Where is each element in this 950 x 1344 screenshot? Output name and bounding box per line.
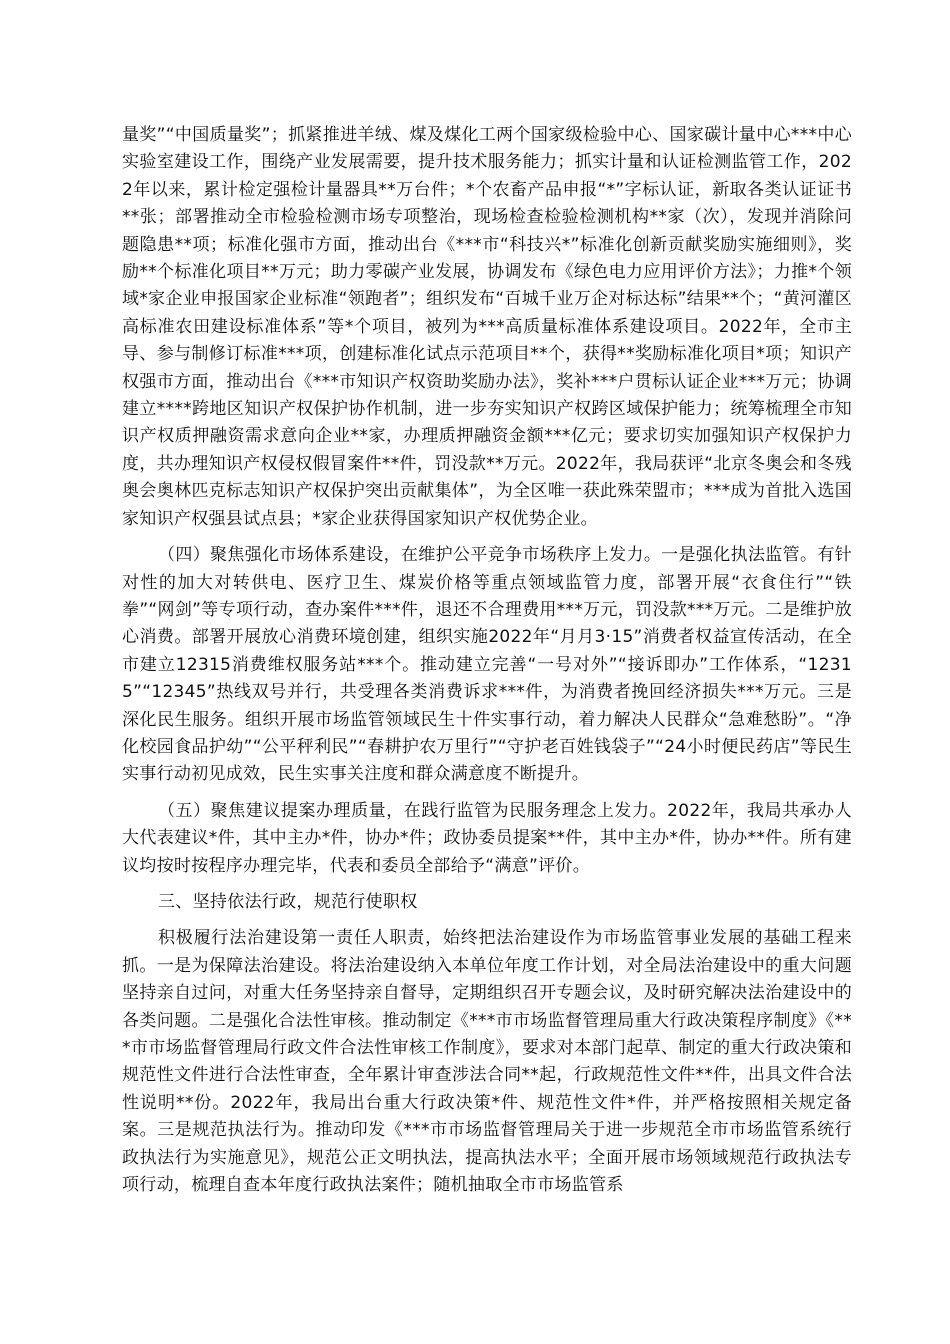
section-heading-rule-of-law: 三、坚持依法行政，规范行使职权 [158,891,418,912]
paragraph-rule-of-law: 积极履行法治建设第一责任人职责，始终把法治建设作为市场监管事业发展的基础工程来抓。一是为保障法治建设。将法治建设纳入本单位年度工作计划，对全局法治建设中的重大问题坚持亲自过问，对重大任务坚持亲自督导，定期组织召开专题会议，及时研究解决法治建设中的各类问题。二是强化合法性审核。推动制定《***市市场监督管理局重大行政决策程序制度》《***市市场监督管理局行政文件合法性审核工作制度》，要求对本部门起草、制定的重大行政决策和规范性文件进行合法性审查，全年累计审查涉法合同**起，行政规范性文件**件，出具文件合法性说明**份。2022年，我局出台重大行政决策*件、规范性文件*件，并严格按照相关规定备案。三是规范执法行为。推动印发《***市市场监督管理局关于进一步规范全市市场监管系统行政执法行为实施意见》，规范公正文明执法，提高执法水平；全面开展市场领域规范行政执法专项行动，梳理自查本年度行政执法案件；随机抽取全市市场监管系 [122,928,852,1196]
paragraph-market-system: （四）聚焦强化市场体系建设，在维护公平竞争市场秩序上发力。一是强化执法监管。有针对性的加大对转供电、医疗卫生、煤炭价格等重点领域监管力度，部署开展“衣食住行”“铁拳”“网剑”等专项行动，查办案件***件，退还不合理费用***万元，罚没款***万元。二是维护放心消费。部署开展放心消费环境创建，组织实施2022年“月月3·15”消费者权益宣传活动，在全市建立12315消费维权服务站***个。推动建立完善“一号对外”“接诉即办”工作体系，“12315”“12345”热线双号并行，共受理各类消费诉求***件，为消费者挽回经济损失***万元。三是深化民生服务。组织开展市场监管领域民生十件实事行动，着力解决人民群众“急难愁盼”。“净化校园食品护幼”“公平秤利民”“春耕护农万里行”“守护老百姓钱袋子”“24小时便民药店”等民生实事行动初见成效，民生实事关注度和群众满意度不断提升。 [122,545,852,785]
paragraph-quality-standards-ip: 量奖”“中国质量奖”；抓紧推进羊绒、煤及煤化工两个国家级检验中心、国家碳计量中心***中心实验室建设工作，围绕产业发展需要，提升技术服务能力；抓实计量和认证检测监管工作，2022年以来，累计检定强检计量器具**万台件；*个农畜产品申报“*”字标认证，新取各类认证证书**张；部署推动全市检验检测市场专项整治，现场检查检验检测机构**家（次），发现并消除问题隐患**项；标准化强市方面，推动出台《***市“科技兴*”标准化创新贡献奖励实施细则》，奖励**个标准化项目**万元；助力零碳产业发展，协调发布《绿色电力应用评价方法》；力推*个领域*家企业申报国家企业标准“领跑者”；组织发布“百城千业万企对标达标”结果**个；“黄河灌区高标准农田建设标准体系”等*个项目，被列为***高质量标准体系建设项目。2022年，全市主导、参与制修订标准***项，创建标准化试点示范项目**个，获得**奖励标准化项目*项；知识产权强市方面，推动出台《***市知识产权资助奖励办法》，奖补***户贯标认证企业***万元；协调建立****跨地区知识产权保护协作机制，进一步夯实知识产权跨区域保护能力；统筹梳理全市知识产权质押融资需求意向企业**家，办理质押融资金额***亿元；要求切实加强知识产权保护力度，共办理知识产权侵权假冒案件**件，罚没款**万元。2022年，我局获评“北京冬奥会和冬残奥会奥林匹克标志知识产权保护突出贡献集体”，为全区唯一获此殊荣盟市；***成为首批入选国家知识产权强县试点县；*家企业获得国家知识产权优势企业。 [122,125,852,529]
document-page [122,122,852,1208]
paragraph-proposals: （五）聚焦建议提案办理质量，在践行监管为民服务理念上发力。2022年，我局共承办人大代表建议*件，其中主办*件，协办*件；政协委员提案**件，其中主办*件，协办**件。所有建议均按时按程序办理完毕，代表和委员全部给予“满意”评价。 [122,800,852,876]
